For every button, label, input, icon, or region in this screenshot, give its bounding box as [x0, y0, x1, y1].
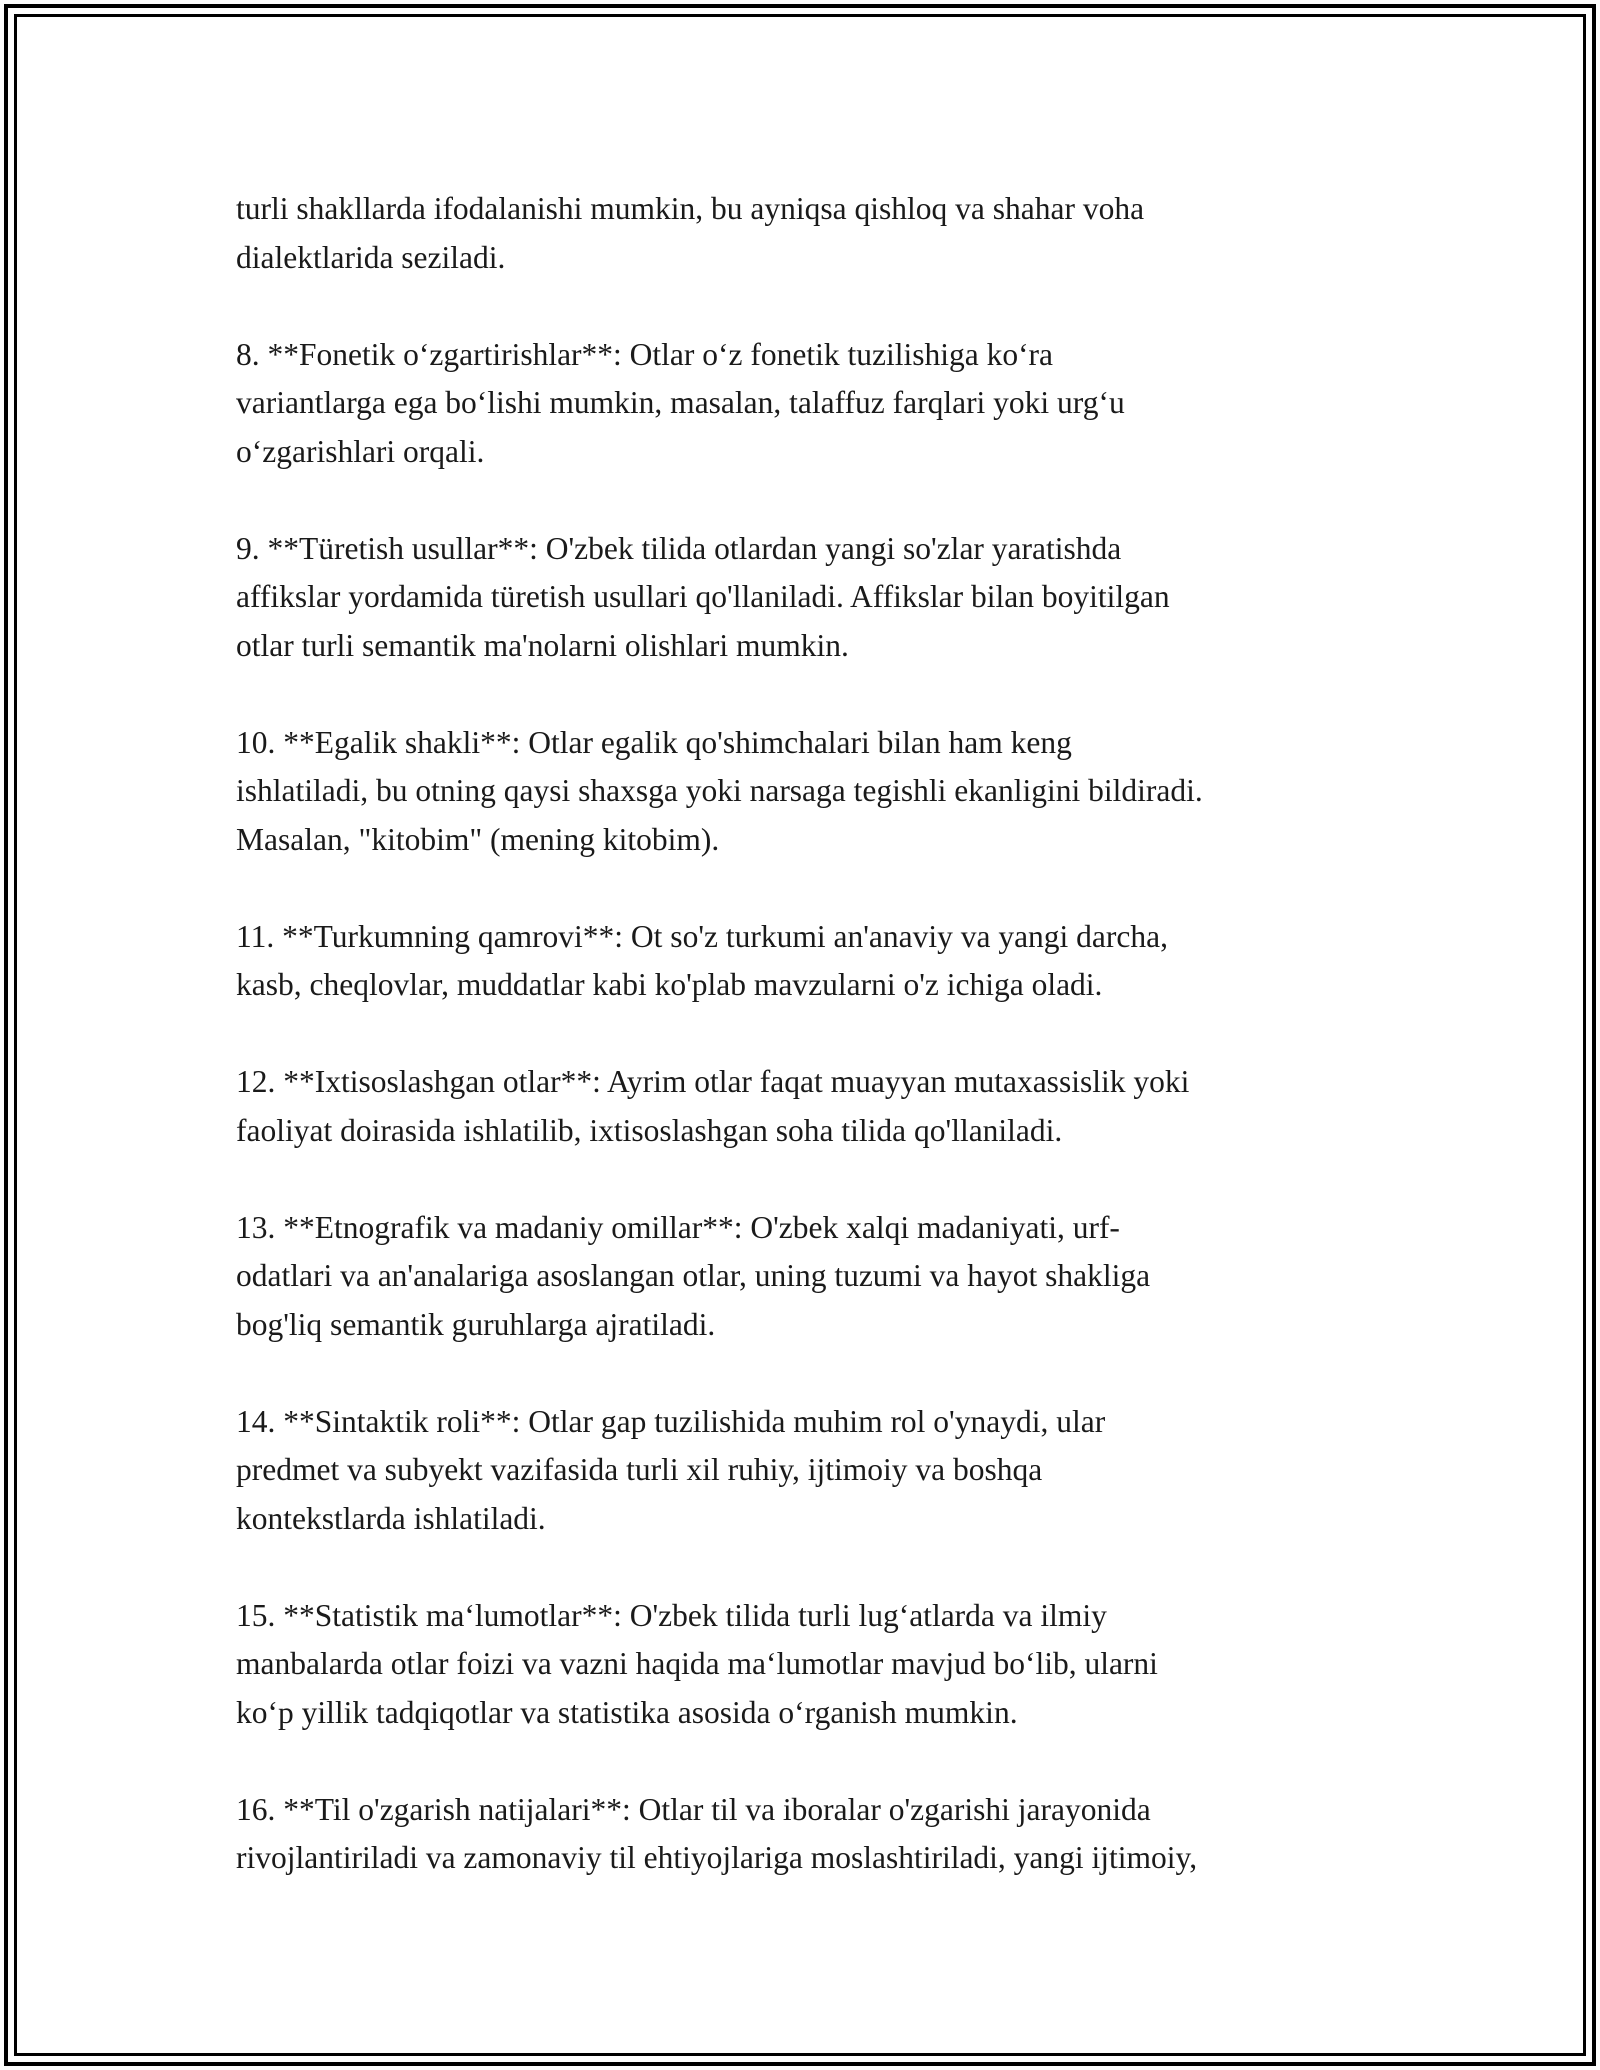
text-line: rivojlantiriladi va zamonaviy til ehtiyojlariga moslashtiriladi, yangi ijtimoiy,: [236, 1840, 1198, 1875]
paragraph-item-14: [236, 1398, 1386, 1544]
paragraph-continuation: [236, 185, 1386, 282]
paragraph-item-16: [236, 1786, 1386, 1883]
text-line: 14. **Sintaktik roli**: Otlar gap tuzilishida muhim rol o'ynaydi, ular: [236, 1403, 1106, 1439]
text-line: kasb, cheqlovlar, muddatlar kabi ko'plab mavzularni o'z ichiga oladi.: [236, 967, 1103, 1002]
text-line: Masalan, "kitobim" (mening kitobim).: [236, 821, 720, 857]
text-line: ko‘p yillik tadqiqotlar va statistika asosida o‘rganish mumkin.: [236, 1694, 1018, 1730]
paragraph-item-10: [236, 719, 1386, 865]
text-line: 12. **Ixtisoslashgan otlar**: Ayrim otlar faqat muayyan mutaxassislik yoki: [236, 1064, 1190, 1099]
paragraph-item-12: [236, 1058, 1386, 1155]
text-line: odatlari va an'analariga asoslangan otlar, uning tuzumi va hayot shakliga: [236, 1258, 1151, 1293]
text-line: bog'liq semantik guruhlarga ajratiladi.: [236, 1306, 716, 1342]
text-line: 13. **Etnografik va madaniy omillar**: O'zbek xalqi madaniyati, urf-: [236, 1209, 1120, 1245]
text-line: 11. **Turkumning qamrovi**: Ot so'z turkumi an'anaviy va yangi darcha,: [236, 918, 1168, 954]
text-line: affikslar yordamida türetish usullari qo'llaniladi. Affikslar bilan boyitilgan: [236, 579, 1170, 614]
text-line: 15. **Statistik ma‘lumotlar**: O'zbek tilida turli lug‘atlarda va ilmiy: [236, 1597, 1107, 1633]
paragraph-item-11: [236, 913, 1386, 1010]
text-line: variantlarga ega bo‘lishi mumkin, masalan, talaffuz farqlari yoki urg‘u: [236, 385, 1125, 420]
text-line: o‘zgarishlari orqali.: [236, 433, 485, 469]
paragraph-item-9: [236, 525, 1386, 671]
text-line: 16. **Til o'zgarish natijalari**: Otlar til va iboralar o'zgarishi jarayonida: [236, 1791, 1151, 1827]
document-body: [236, 185, 1386, 1931]
text-line: faoliyat doirasida ishlatilib, ixtisoslashgan soha tilida qo'llaniladi.: [236, 1112, 1063, 1148]
text-line: predmet va subyekt vazifasida turli xil ruhiy, ijtimoiy va boshqa: [236, 1452, 1043, 1487]
text-line: 10. **Egalik shakli**: Otlar egalik qo'shimchalari bilan ham keng: [236, 724, 1072, 760]
text-line: manbalarda otlar foizi va vazni haqida ma‘lumotlar mavjud bo‘lib, ularni: [236, 1646, 1158, 1681]
text-line: otlar turli semantik ma'nolarni olishlari mumkin.: [236, 627, 849, 663]
paragraph-item-13: [236, 1204, 1386, 1350]
text-line: 9. **Türetish usullar**: O'zbek tilida otlardan yangi so'zlar yaratishda: [236, 530, 1122, 566]
text-line: ishlatiladi, bu otning qaysi shaxsga yoki narsaga tegishli ekanligini bildiradi.: [236, 773, 1203, 808]
text-line: dialektlarida seziladi.: [236, 239, 506, 275]
text-line: kontekstlarda ishlatiladi.: [236, 1500, 546, 1536]
text-line: 8. **Fonetik o‘zgartirishlar**: Otlar o‘z fonetik tuzilishiga ko‘ra: [236, 336, 1054, 372]
paragraph-item-15: [236, 1592, 1386, 1738]
text-line: turli shakllarda ifodalanishi mumkin, bu ayniqsa qishloq va shahar voha: [236, 191, 1145, 226]
paragraph-item-8: [236, 331, 1386, 477]
